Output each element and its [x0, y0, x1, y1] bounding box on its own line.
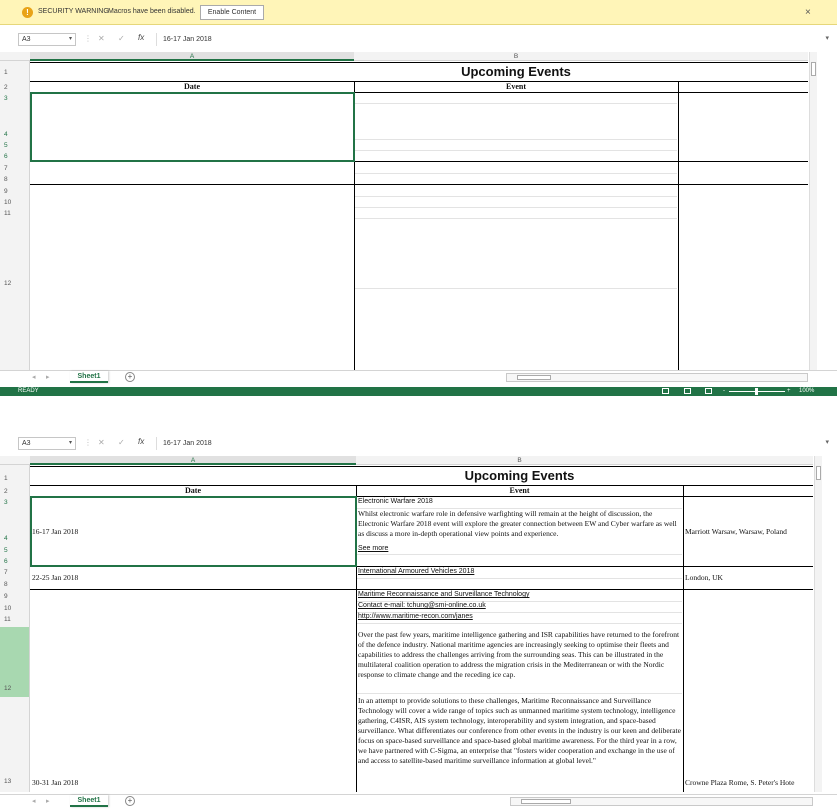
cancel-icon[interactable]: ✕ — [98, 438, 105, 447]
worksheet-grid-top — [0, 52, 837, 382]
grid-line — [355, 150, 677, 151]
row-header[interactable]: 5 — [4, 547, 8, 554]
event-date[interactable]: 30-31 Jan 2018 — [32, 778, 79, 787]
row-header[interactable]: 5 — [4, 142, 8, 149]
event-date[interactable]: 16-17 Jan 2018 — [32, 527, 79, 536]
horizontal-scrollbar[interactable] — [510, 797, 813, 806]
vertical-scrollbar[interactable] — [809, 52, 817, 374]
event-name[interactable]: Electronic Warfare 2018 — [358, 498, 433, 505]
zoom-out-button[interactable]: - — [723, 388, 725, 394]
formula-input[interactable]: 16-17 Jan 2018 — [156, 33, 826, 46]
scroll-thumb[interactable] — [517, 375, 551, 380]
formula-bar — [0, 31, 837, 49]
vertical-scrollbar[interactable] — [814, 456, 822, 792]
column-header-a[interactable]: A — [30, 52, 354, 61]
worksheet-grid-bottom — [0, 456, 837, 792]
grid-line — [357, 623, 682, 624]
row-header[interactable]: 9 — [4, 593, 8, 600]
active-cell-selection[interactable] — [30, 92, 355, 162]
grid-line — [355, 288, 677, 289]
warning-icon: ! — [22, 7, 33, 18]
row-header[interactable]: 12 — [4, 685, 12, 692]
insert-function-icon[interactable]: fx — [138, 437, 145, 446]
border-line — [30, 466, 813, 467]
sheet-tab[interactable]: Sheet1 — [70, 371, 108, 383]
event-date[interactable]: 22-25 Jan 2018 — [32, 573, 79, 582]
enable-content-button[interactable]: Enable Content — [200, 5, 264, 20]
horizontal-scrollbar[interactable] — [506, 373, 808, 382]
enter-icon[interactable]: ✓ — [118, 34, 125, 43]
insert-function-icon[interactable]: fx — [138, 33, 145, 42]
zoom-slider-handle[interactable] — [755, 388, 758, 395]
border-line — [678, 81, 679, 382]
status-ready: READY — [18, 388, 39, 394]
add-sheet-icon[interactable]: + — [125, 372, 135, 382]
event-location[interactable]: Crowne Plaza Rome, S. Peter's Hote — [685, 778, 795, 787]
grid-line — [355, 196, 677, 197]
event-location[interactable]: London, UK — [685, 573, 723, 582]
page-layout-icon[interactable] — [684, 388, 691, 394]
event-location[interactable]: Marriott Warsaw, Warsaw, Poland — [685, 527, 787, 536]
border-line — [30, 589, 813, 590]
border-line — [683, 485, 684, 792]
column-header-c[interactable] — [683, 456, 813, 465]
scroll-thumb[interactable] — [811, 62, 816, 76]
chevron-down-icon[interactable]: ▾ — [68, 36, 72, 42]
row-headers — [0, 465, 30, 792]
grid-line — [355, 103, 677, 104]
event-name-link[interactable]: Maritime Reconnaissance and Surveillance Technology — [358, 591, 530, 598]
event-description[interactable]: Over the past few years, maritime intelligence gathering and ISR capabilities have returned to the forefront of the defence industry. National maritime agencies are increasingly seeking to optimise their fleets and capabilities to address the challenges arriving from the surrounding seas. This can be illustrated in the multilateral coalition operation to address the migration crisis in the Mediterranean or with the Nordic response to climate change and the receding ice cap. — [358, 630, 680, 679]
row-header[interactable]: 2 — [4, 488, 8, 495]
next-sheet-icon[interactable]: ▸ — [46, 798, 50, 805]
formula-bar-grip: ⋮ — [84, 438, 92, 447]
row-header[interactable]: 4 — [4, 131, 8, 138]
grid-line — [355, 207, 677, 208]
row-header[interactable]: 2 — [4, 84, 8, 91]
scroll-thumb[interactable] — [816, 466, 821, 480]
next-sheet-icon[interactable]: ▸ — [46, 374, 50, 381]
see-more-link[interactable]: See more — [358, 545, 389, 552]
security-warning-title: SECURITY WARNING — [38, 8, 109, 15]
sheet-title: Upcoming Events — [461, 64, 571, 79]
add-sheet-icon[interactable]: + — [125, 796, 135, 806]
chevron-down-icon[interactable]: ▾ — [68, 440, 72, 446]
border-line — [30, 485, 813, 486]
grid-line — [355, 218, 677, 219]
row-header[interactable]: 3 — [4, 95, 8, 102]
contact-email-link[interactable]: Contact e-mail: tchung@smi-online.co.uk — [358, 602, 486, 609]
select-all-corner[interactable] — [0, 456, 30, 465]
security-warning-bar — [0, 0, 837, 25]
column-header-b[interactable]: B — [354, 52, 678, 61]
border-line — [30, 81, 808, 82]
zoom-in-button[interactable]: + — [787, 388, 791, 394]
row-header[interactable]: 9 — [4, 188, 8, 195]
formula-input[interactable]: 16-17 Jan 2018 — [156, 437, 826, 450]
row-header[interactable]: 11 — [4, 616, 11, 623]
expand-formula-icon[interactable]: ▾ — [825, 439, 829, 446]
event-header: Event — [506, 82, 526, 91]
scroll-thumb[interactable] — [521, 799, 571, 804]
expand-formula-icon[interactable]: ▾ — [825, 35, 829, 42]
row-headers — [0, 61, 30, 382]
name-box[interactable]: A3 ▾ — [18, 437, 76, 450]
grid-line — [355, 139, 677, 140]
row-header[interactable]: 8 — [4, 581, 8, 588]
grid-line — [357, 554, 682, 555]
grid-line — [355, 173, 677, 174]
sheet-title: Upcoming Events — [464, 468, 575, 483]
name-box[interactable]: A3 ▾ — [18, 33, 76, 46]
row-header[interactable]: 1 — [4, 475, 8, 482]
date-header: Date — [185, 486, 201, 495]
normal-view-icon[interactable] — [662, 388, 669, 394]
enter-icon[interactable]: ✓ — [118, 438, 125, 447]
status-bar — [0, 387, 837, 396]
zoom-level[interactable]: 100% — [799, 388, 815, 394]
page-break-icon[interactable] — [705, 388, 712, 394]
formula-bar — [0, 435, 837, 453]
grid-line — [357, 693, 682, 694]
cancel-icon[interactable]: ✕ — [98, 34, 105, 43]
row-header[interactable]: 13 — [4, 778, 12, 785]
sheet-tab[interactable]: Sheet1 — [70, 795, 108, 807]
row-header[interactable]: 10 — [4, 199, 12, 206]
border-line — [30, 62, 808, 63]
row-header[interactable]: 8 — [4, 176, 8, 183]
event-url-link[interactable]: http://www.maritime-recon.com/janes — [358, 613, 473, 620]
column-header-a[interactable]: A — [30, 456, 356, 465]
grid-line — [357, 578, 682, 579]
formula-bar-grip: ⋮ — [84, 34, 92, 43]
row-header[interactable]: 11 — [4, 210, 11, 217]
event-header: Event — [509, 486, 530, 495]
prev-sheet-icon[interactable]: ◂ — [32, 798, 36, 805]
event-description[interactable]: Whilst electronic warfare role in defensive warfighting will remain at the height of discussion, the Electronic Warfare 2018 event will explore the greater connection between EW and Cyber warfare as well as discuss a more in-depth operational view points and experience. — [358, 509, 677, 538]
border-line — [30, 184, 808, 185]
event-name-link[interactable]: International Armoured Vehicles 2018 — [358, 568, 475, 575]
row-header[interactable]: 4 — [4, 535, 8, 542]
date-header: Date — [184, 82, 200, 91]
sheet-tab-bar — [0, 370, 837, 383]
active-cell-selection[interactable] — [30, 496, 357, 567]
row-header[interactable]: 1 — [4, 69, 8, 76]
row-header[interactable]: 7 — [4, 165, 8, 172]
column-header-c[interactable] — [678, 52, 808, 61]
security-warning-message: Macros have been disabled. — [108, 8, 196, 15]
column-header-b[interactable]: B — [356, 456, 683, 465]
close-icon[interactable]: × — [805, 7, 811, 18]
row-header[interactable]: 12 — [4, 280, 12, 287]
select-all-corner[interactable] — [0, 52, 30, 61]
row-header[interactable]: 7 — [4, 569, 8, 576]
sheet-tab-bar — [0, 794, 837, 807]
prev-sheet-icon[interactable]: ◂ — [32, 374, 36, 381]
row-header[interactable]: 3 — [4, 499, 8, 506]
row-header[interactable]: 6 — [4, 558, 8, 565]
row-header[interactable]: 6 — [4, 153, 8, 160]
row-header[interactable]: 10 — [4, 605, 12, 612]
event-description[interactable]: In an attempt to provide solutions to these challenges, Maritime Reconnaissance and Surveillance Technology will cover a wide range of topics such as unmanned maritime system technology, intelligence gathering, C4ISR, AIS system technology, interoperability and system integration, and space-based surveillance. What differentiates our conference from other events in the industry is our keen and deliberate focus on space-based surveillance and space-based global maritime awareness. For the third year in a row, we have partnered with C-Sigma, an enterprise that "fosters wider cooperation and exchange in the use of and access to satellite-based maritime surveillance information at global level." — [358, 696, 681, 765]
